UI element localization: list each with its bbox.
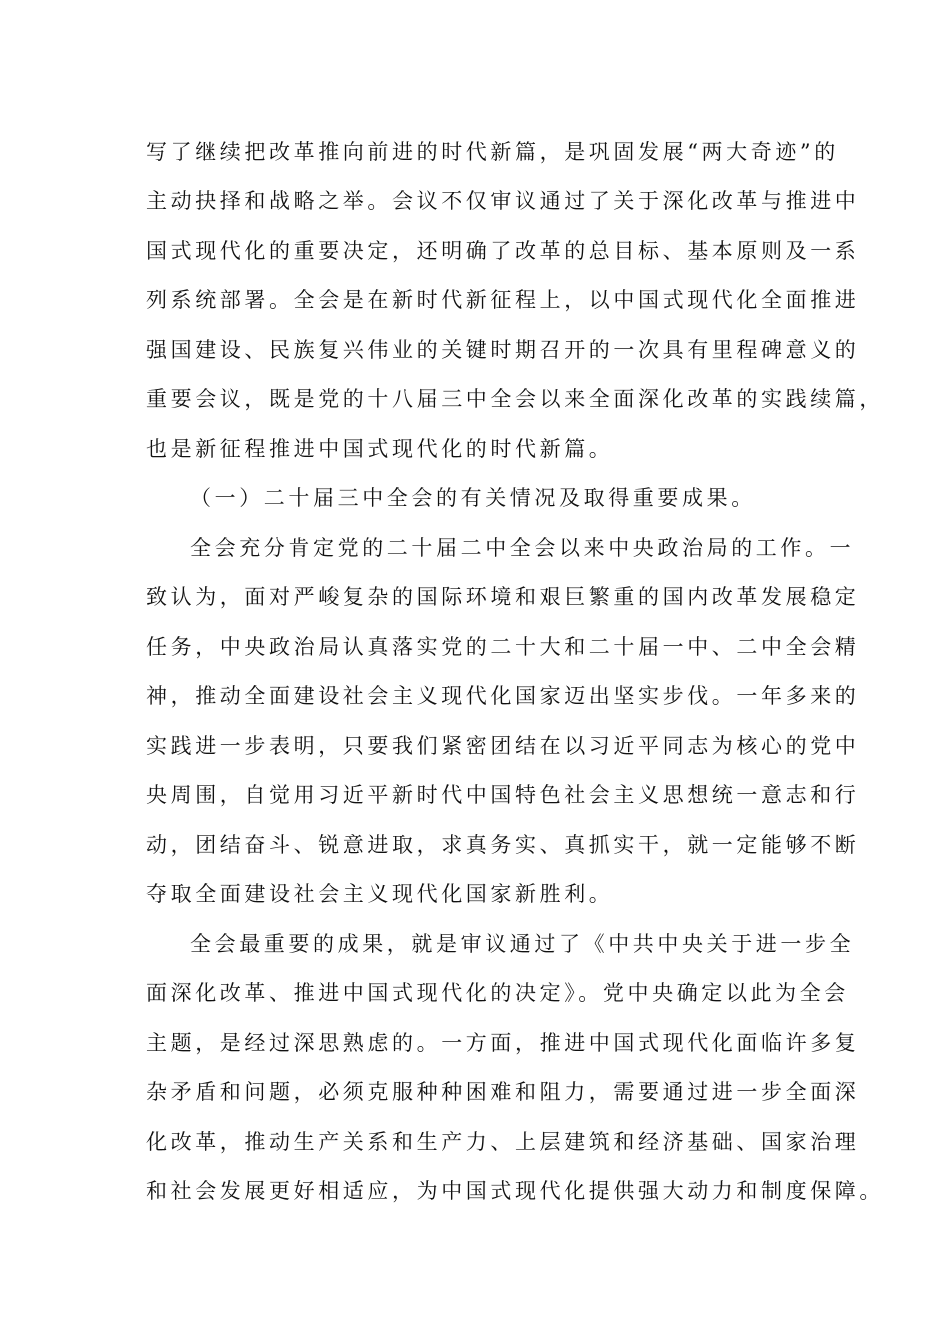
text-line: 神，推动全面建设社会主义现代化国家迈出坚实步伐。一年多来的 bbox=[146, 684, 860, 708]
text-line: 动，团结奋斗、锐意进取，求真务实、真抓实干，就一定能够不断 bbox=[146, 833, 860, 857]
text-line: 主题，是经过深思熟虑的。一方面，推进中国式现代化面临许多复 bbox=[146, 1031, 860, 1055]
text-line: 和社会发展更好相适应，为中国式现代化提供强大动力和制度保障。 bbox=[146, 1179, 884, 1203]
text-line: 面深化改革、推进中国式现代化的决定》。党中央确定以此为全会 bbox=[146, 981, 849, 1005]
text-line: 任务，中央政治局认真落实党的二十大和二十届一中、二中全会精 bbox=[146, 635, 860, 659]
text-line: 杂矛盾和问题，必须克服种种困难和阻力，需要通过进一步全面深 bbox=[146, 1080, 860, 1104]
text-line: 重要会议，既是党的十八届三中全会以来全面深化改革的实践续篇， bbox=[146, 387, 884, 411]
text-line: 夺取全面建设社会主义现代化国家新胜利。 bbox=[146, 882, 614, 906]
text-line: 致认为，面对严峻复杂的国际环境和艰巨繁重的国内改革发展稳定 bbox=[146, 585, 860, 609]
text-line: 全会最重要的成果，就是审议通过了《中共中央关于进一步全 bbox=[190, 932, 855, 956]
text-line: 国式现代化的重要决定，还明确了改革的总目标、基本原则及一系 bbox=[146, 239, 860, 263]
text-line: 列系统部署。全会是在新时代新征程上，以中国式现代化全面推进 bbox=[146, 288, 860, 312]
text-line: 全会充分肯定党的二十届二中全会以来中央政治局的工作。一 bbox=[190, 536, 855, 560]
text-line: 写了继续把改革推向前进的时代新篇，是巩固发展“两大奇迹”的 bbox=[146, 140, 839, 164]
section-heading: （一）二十届三中全会的有关情况及取得重要成果。 bbox=[190, 486, 756, 510]
text-line: 也是新征程推进中国式现代化的时代新篇。 bbox=[146, 437, 614, 461]
text-line: 化改革，推动生产关系和生产力、上层建筑和经济基础、国家治理 bbox=[146, 1130, 860, 1154]
text-line: 央周围，自觉用习近平新时代中国特色社会主义思想统一意志和行 bbox=[146, 783, 860, 807]
text-line: 主动抉择和战略之举。会议不仅审议通过了关于深化改革与推进中 bbox=[146, 189, 860, 213]
text-line: 实践进一步表明，只要我们紧密团结在以习近平同志为核心的党中 bbox=[146, 734, 860, 758]
text-line: 强国建设、民族复兴伟业的关键时期召开的一次具有里程碑意义的 bbox=[146, 338, 860, 362]
